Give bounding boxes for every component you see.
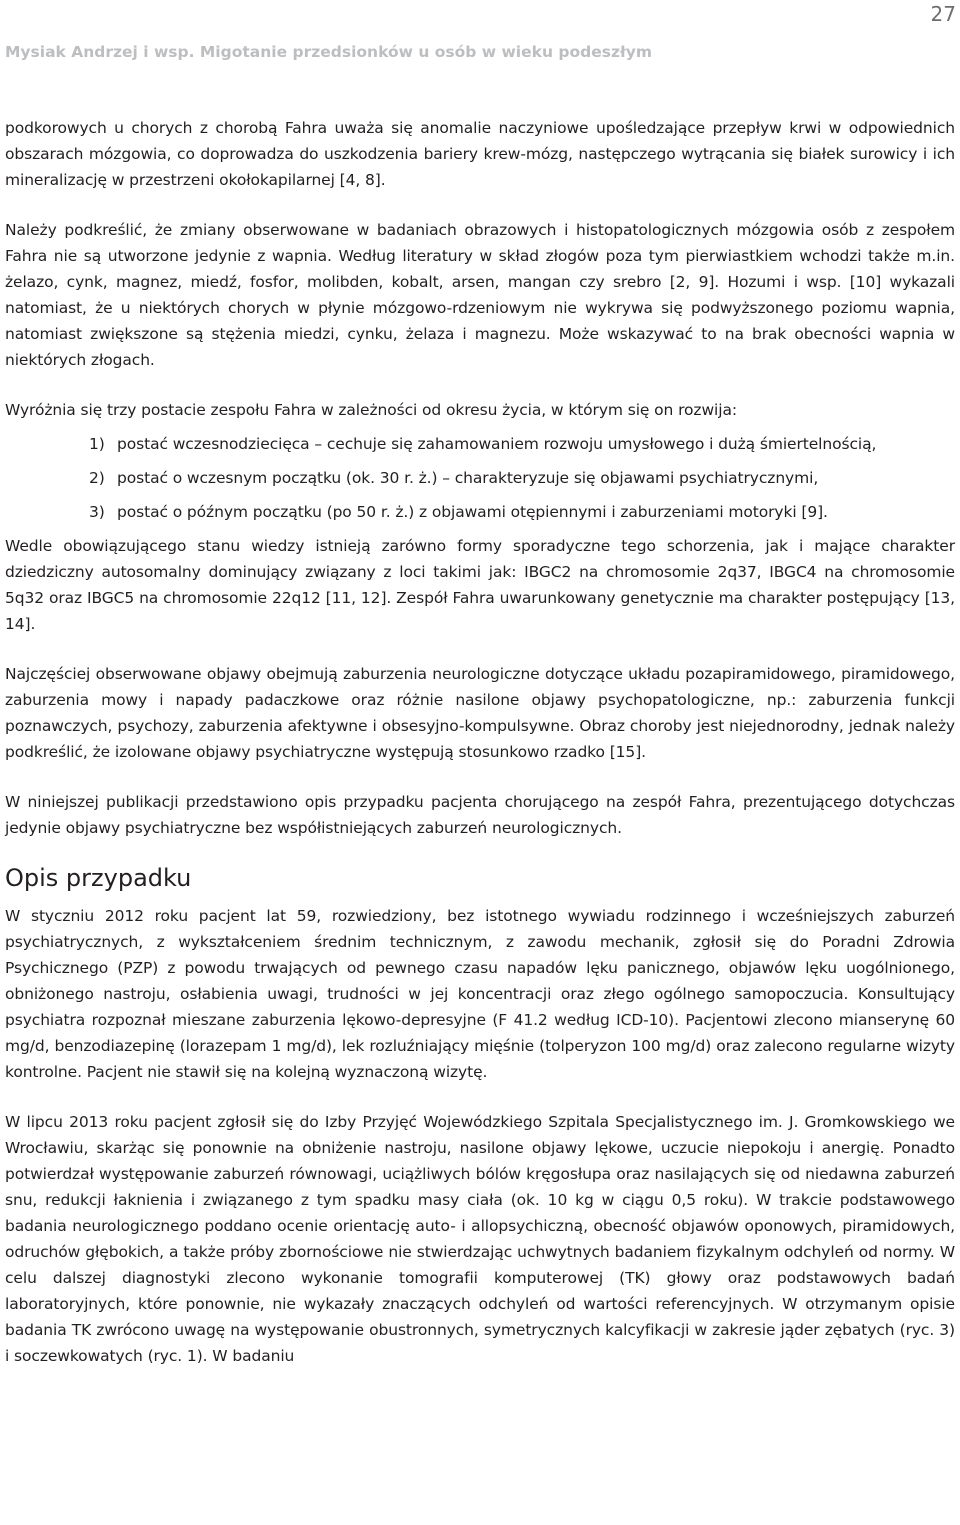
list-item	[89, 499, 955, 525]
paragraph-case-2013: W lipcu 2013 roku pacjent zgłosił się do Izby Przyjęć Wojewódzkiego Szpitala Specjalistycznego im. J. Gromkowskiego we Wrocławiu, skarżąc się ponownie na obniżenie nastroju, nasilone objawy lękowe, uczucie niepokoju i anergię. Ponadto potwierdzał występowanie zaburzeń równowagi, uciążliwych bólów kręgosłupa oraz nasilających się od niedawna zaburzeń snu, redukcji łaknienia i związanego z tym spadku masy ciała (ok. 10 kg w ciągu 0,5 roku). W trakcie podstawowego badania neurologicznego poddano ocenie orientację auto- i allopsychiczną, obecność objawów oponowych, piramidowych, odruchów głębokich, a także próby zbornościowe nie stwierdzając uchwytnych badaniem fizykalnym odchyleń od normy. W celu dalszej diagnostyki zlecono wykonanie tomografii komputerowej (TK) głowy oraz podstawowych badań laboratoryjnych, które ponownie, nie wykazały znaczących odchyleń od wartości referencyjnych. W otrzymanym opisie badania TK zwrócono uwagę na występowanie obustronnych, symetrycznych kalcyfikacji w zakresie jąder zębatych (ryc. 3) i soczewkowatych (ryc. 1). W badaniu	[5, 1113, 955, 1365]
running-header: Mysiak Andrzej i wsp. Migotanie przedsionków u osób w wieku podeszłym	[5, 43, 652, 61]
paragraph-composition: Należy podkreślić, że zmiany obserwowane w badaniach obrazowych i histopatologicznych mózgowia osób z zespołem Fahra nie są utworzone jedynie z wapnia. Według literatury w skład złogów poza tym pierwiastkiem wchodzi także m.in. żelazo, cynk, magnez, miedź, fosfor, molibden, kobalt, arsen, mangan czy srebro [2, 9]. Hozumi i wsp. [10] wykazali natomiast, że u niektórych chorych w płynie mózgowo-rdzeniowym nie wykrywa się podwyższonego poziomu wapnia, natomiast zwiększone są stężenia miedzi, cynku, żelaza i magnezu. Może wskazywać to na brak obecności wapnia w niektórych złogach.	[5, 221, 955, 369]
list-item-text: postać o późnym początku (po 50 r. ż.) z objawami otępiennymi i zaburzeniami motoryki [9].	[117, 503, 828, 521]
paragraph-case-2012: W styczniu 2012 roku pacjent lat 59, rozwiedziony, bez istotnego wywiadu rodzinnego i wcześniejszych zaburzeń psychiatrycznych, z wykształceniem średnim technicznym, z zawodu mechanik, zgłosił się do Poradni Zdrowia Psychicznego (PZP) z powodu trwających od pewnego czasu napadów lęku panicznego, objawów lęku uogólnionego, obniżonego nastroju, osłabienia uwagi, trudności w jej koncentracji oraz złego ogólnego samopoczucia. Konsultujący psychiatra rozpoznał mieszane zaburzenia lękowo-depresyjne (F 41.2 według ICD-10). Pacjentowi zlecono mianserynę 60 mg/d, benzodiazepinę (lorazepam 1 mg/d), lek rozluźniający mięśnie (tolperyzon 100 mg/d) oraz zalecono regularne wizyty kontrolne. Pacjent nie stawił się na kolejną wyznaczoną wizytę.	[5, 907, 955, 1081]
list-item	[89, 465, 955, 491]
paragraph-pathogenesis: podkorowych u chorych z chorobą Fahra uważa się anomalie naczyniowe upośledzające przepływ krwi w odpowiednich obszarach mózgowia, co doprowadza do uszkodzenia bariery krew-mózg, następczego wytrącania się białek surowicy i ich mineralizację w przestrzeni okołokapilarnej [4, 8].	[5, 119, 955, 189]
paragraph-symptoms: Najczęściej obserwowane objawy obejmują zaburzenia neurologiczne dotyczące układu pozapiramidowego, piramidowego, zaburzenia mowy i napady padaczkowe oraz różnie nasilone objawy psychopatologiczne, np.: zaburzenia funkcji poznawczych, psychozy, zaburzenia afektywne i obsesyjno-kompulsywne. Obraz choroby jest niejednorodny, jednak należy podkreślić, że izolowane objawy psychiatryczne występują stosunkowo rzadko [15].	[5, 665, 955, 761]
article-body	[5, 115, 955, 1369]
paragraph-genetics: Wedle obowiązującego stanu wiedzy istnieją zarówno formy sporadyczne tego schorzenia, jak i mające charakter dziedziczny autosomalny dominujący związany z loci takimi jak: IBGC2 na chromosomie 2q37, IBGC4 na chromosomie 5q32 oraz IBGC5 na chromosomie 22q12 [11, 12]. Zespół Fahra uwarunkowany genetycznie ma charakter postępujący [13, 14].	[5, 537, 955, 633]
list-item-text: postać o wczesnym początku (ok. 30 r. ż.) – charakteryzuje się objawami psychiatrycznymi,	[117, 469, 819, 487]
list-item	[89, 431, 955, 457]
section-title: Opis przypadku	[5, 864, 192, 892]
paragraph-publication-aim: W niniejszej publikacji przedstawiono opis przypadku pacjenta chorującego na zespół Fahra, prezentującego dotychczas jedynie objawy psychiatryczne bez współistniejących zaburzeń neurologicznych.	[5, 793, 955, 837]
list-item-number: 3)	[89, 503, 105, 521]
list-item-number: 1)	[89, 435, 105, 453]
paragraph-forms-intro: Wyróżnia się trzy postacie zespołu Fahra w zależności od okresu życia, w którym się on rozwija:	[5, 401, 737, 419]
page-number: 27	[930, 2, 956, 26]
list-item-text: postać wczesnodziecięca – cechuje się zahamowaniem rozwoju umysłowego i dużą śmiertelnością,	[117, 435, 877, 453]
list-item-number: 2)	[89, 469, 105, 487]
forms-list	[5, 431, 955, 525]
